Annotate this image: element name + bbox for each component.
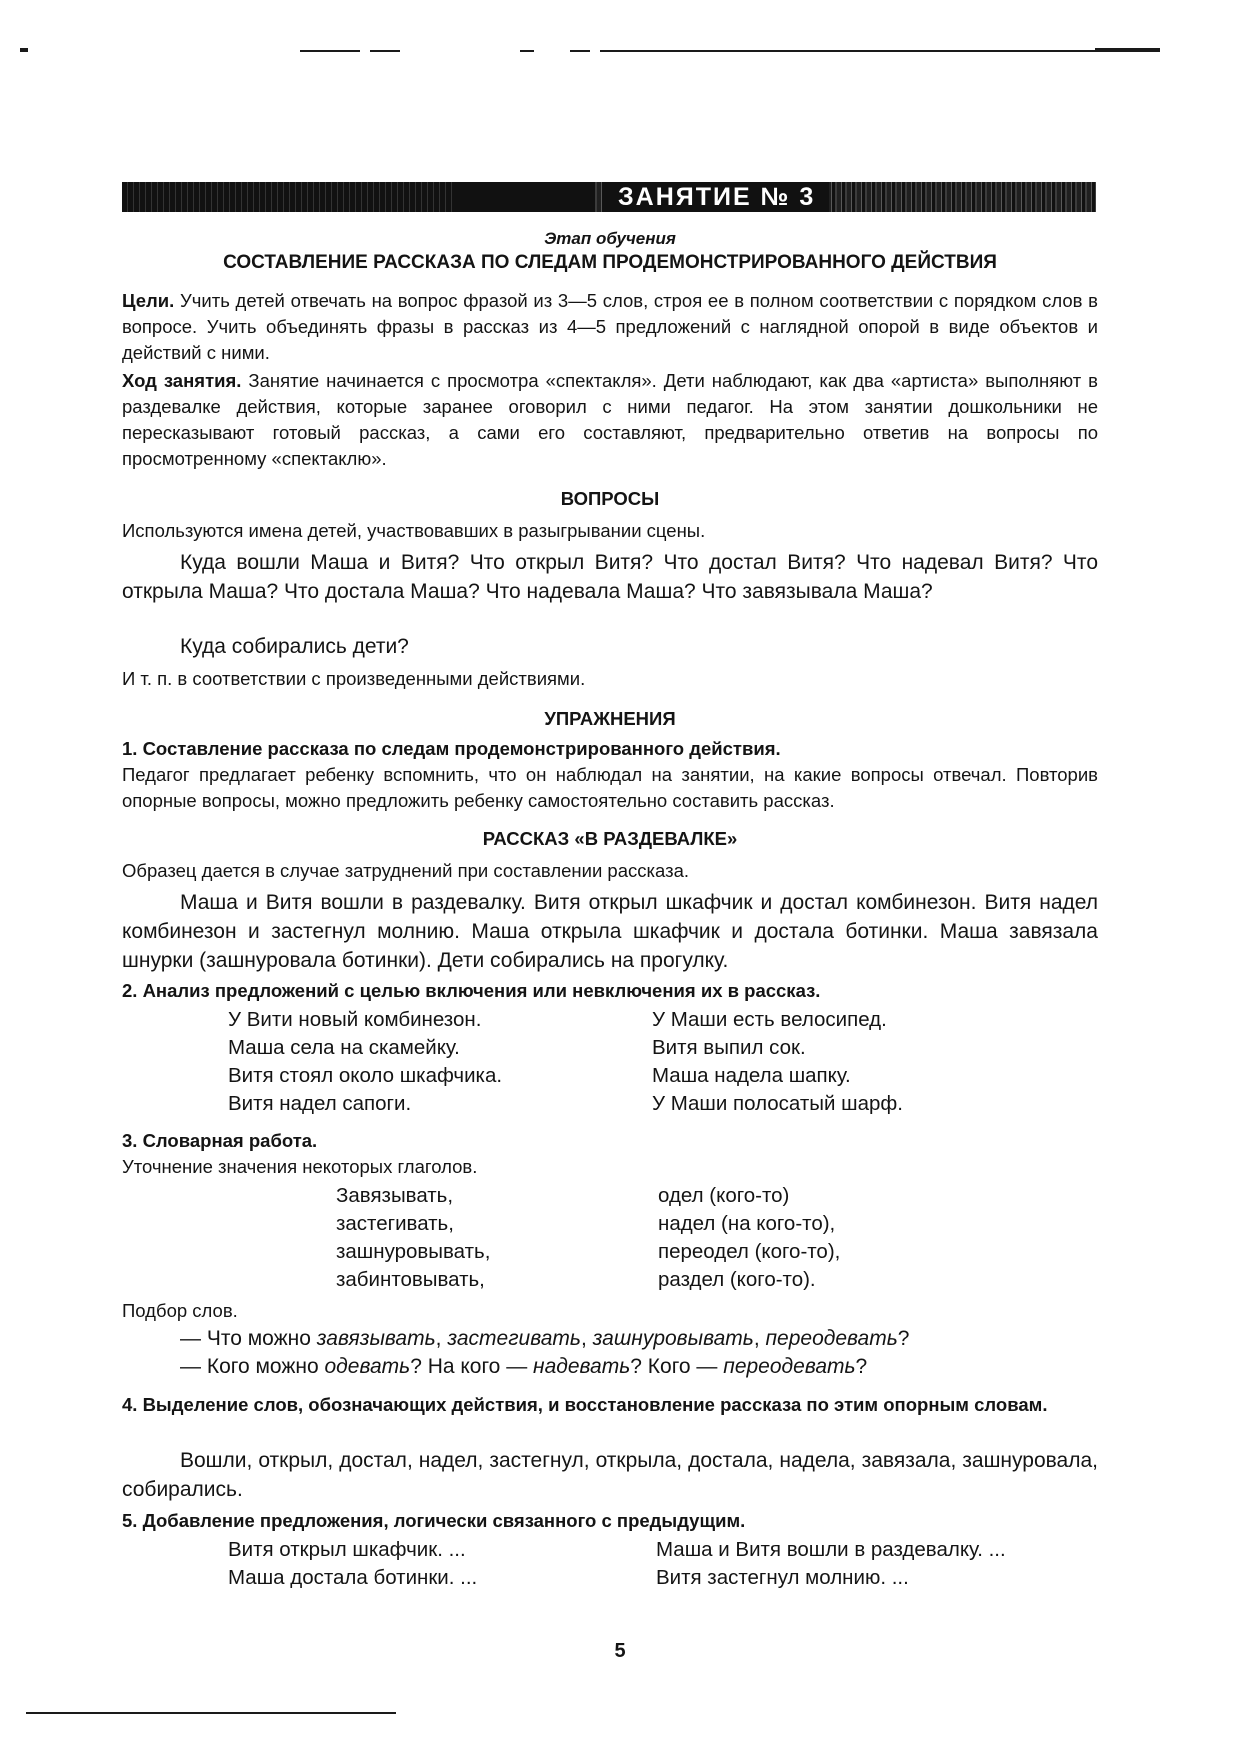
text-run: ? — [897, 1327, 910, 1350]
list-item: Витя надел сапоги. — [228, 1092, 412, 1115]
list-item: Витя открыл шкафчик. ... — [228, 1538, 466, 1561]
exercise-3-left-column — [336, 1182, 490, 1294]
course-paragraph — [122, 368, 1098, 472]
stage-label: Этап обучения — [544, 229, 676, 248]
list-item: Витя застегнул молнию. ... — [656, 1566, 909, 1589]
list-item: Маша надела шапку. — [652, 1064, 851, 1087]
list-item: Маша и Витя вошли в раздевалку. ... — [656, 1538, 1006, 1561]
scan-artifact-top — [1095, 48, 1160, 51]
text-run: ? На кого — — [410, 1355, 534, 1378]
list-item: раздел (кого-то). — [658, 1268, 816, 1291]
exercise-5-left-column — [228, 1536, 477, 1592]
goals-text: Учить детей отвечать на вопрос фразой из 3—5 слов, строя ее в полном соответствии с порядком слов в вопросе. Учить объединять фразы в рассказ из 4—5 предложений с наглядной опорой в виде объектов и действий с ними. — [122, 290, 1098, 363]
scan-artifact-top — [570, 50, 590, 52]
list-item: переодел (кого-то), — [658, 1240, 841, 1263]
exercise-3-title: 3. Словарная работа. — [122, 1130, 318, 1151]
text-run: одевать — [324, 1355, 411, 1378]
goals-label: Цели. — [122, 290, 175, 311]
exercise-4-title: 4. Выделение слов, обозначающих действия, и восстановление рассказа по этим опорным словам. — [122, 1394, 1048, 1415]
scan-artifact-top — [300, 50, 360, 52]
story-text: Маша и Витя вошли в раздевалку. Витя открыл шкафчик и достал комбинезон. Витя надел комбинезон и застегнул молнию. Маша открыла шкафчик и достала ботинки. Маша завязала шнурки (зашнуровала ботинки). Дети собирались на прогулку. — [122, 891, 1098, 972]
scan-artifact-top — [20, 48, 28, 52]
text-run: , — [435, 1327, 448, 1350]
text-run: ? Кого — — [630, 1355, 724, 1378]
page-number: 5 — [614, 1640, 626, 1662]
exercise-5-title: 5. Добавление предложения, логически связанного с предыдущим. — [122, 1510, 746, 1531]
list-item: Завязывать, — [336, 1184, 454, 1207]
story-intro: Образец дается в случае затруднений при составлении рассказа. — [122, 860, 689, 881]
exercise-3-intro: Уточнение значения некоторых глаголов. — [122, 1156, 478, 1177]
list-item: Маша достала ботинки. ... — [228, 1566, 478, 1589]
exercise-4-text: Вошли, открыл, достал, надел, застегнул, открыла, достала, надела, завязала, зашнуровала, собирались. — [122, 1449, 1098, 1501]
list-item: Маша села на скамейку. — [228, 1036, 460, 1059]
text-run: надевать — [533, 1355, 631, 1378]
list-item: застегивать, — [336, 1212, 454, 1235]
text-run: переодевать — [765, 1327, 898, 1350]
list-item: одел (кого-то) — [658, 1184, 790, 1207]
course-label: Ход занятия. — [122, 370, 242, 391]
questions-para2: Куда собирались дети? — [180, 635, 409, 658]
text-run: — Что можно — [180, 1327, 317, 1350]
exercises-heading: УПРАЖНЕНИЯ — [544, 708, 676, 729]
lesson-banner — [122, 182, 1096, 212]
exercise-5-right-column — [656, 1536, 1006, 1592]
text-run: переодевать — [723, 1355, 856, 1378]
list-item: зашнуровывать, — [336, 1240, 491, 1263]
exercise-1-text: Педагог предлагает ребенку вспомнить, что он наблюдал на занятии, на какие вопросы отвечал. Повторив опорные вопросы, можно предложить ребенку самостоятельно составить рассказ. — [122, 764, 1098, 811]
scan-artifact-top — [600, 50, 1160, 52]
list-item: Витя выпил сок. — [652, 1036, 806, 1059]
text-run: ? — [855, 1355, 868, 1378]
banner-title: ЗАНЯТИЕ № 3 — [604, 182, 829, 212]
text-run: зашнуровывать — [592, 1327, 754, 1350]
exercise-2-right-column — [652, 1006, 903, 1118]
text-run: — Кого можно — [180, 1355, 325, 1378]
scan-artifact-top — [370, 50, 400, 52]
lesson-title: СОСТАВЛЕНИЕ РАССКАЗА ПО СЛЕДАМ ПРОДЕМОНСТРИРОВАННОГО ДЕЙСТВИЯ — [223, 252, 997, 273]
list-item: забинтовывать, — [336, 1268, 485, 1291]
exercise-3-sub: Подбор слов. — [122, 1300, 238, 1321]
banner-texture — [122, 182, 452, 212]
goals-paragraph — [122, 288, 1098, 366]
exercise-3-right-column — [658, 1182, 840, 1294]
questions-intro: Используются имена детей, участвовавших в разыгрывании сцены. — [122, 520, 706, 541]
list-item: У Маши полосатый шарф. — [652, 1092, 903, 1115]
list-item: У Маши есть велосипед. — [652, 1008, 887, 1031]
exercise-3-question-1 — [122, 1324, 1098, 1353]
story-heading: РАССКАЗ «В РАЗДЕВАЛКЕ» — [482, 828, 738, 849]
questions-para1: Куда вошли Маша и Витя? Что открыл Витя? Что достал Витя? Что надевал Витя? Что открыла Маша? Что достала Маша? Что надевала Маша? Что завязывала Маша? — [122, 551, 1098, 603]
exercise-2-title: 2. Анализ предложений с целью включения или невключения их в рассказ. — [122, 980, 821, 1001]
questions-heading: ВОПРОСЫ — [560, 488, 660, 509]
exercise-3-question-2 — [122, 1352, 1098, 1381]
text-run: , — [753, 1327, 766, 1350]
text-run: , — [580, 1327, 593, 1350]
questions-outro: И т. п. в соответствии с произведенными действиями. — [122, 668, 586, 689]
list-item: У Вити новый комбинезон. — [228, 1008, 482, 1031]
scan-artifact-top — [520, 50, 534, 52]
list-item: надел (на кого-то), — [658, 1212, 836, 1235]
list-item: Витя стоял около шкафчика. — [228, 1064, 503, 1087]
course-text: Занятие начинается с просмотра «спектакля». Дети наблюдают, как два «артиста» выполняют в раздевалке действия, которые заранее оговорил с ними педагог. На этом занятии дошкольники не пересказывают готовый рассказ, а сами его составляют, предварительно ответив на вопросы по просмотренному «спектаклю». — [122, 370, 1098, 469]
text-run: завязывать — [316, 1327, 436, 1350]
exercise-2-left-column — [228, 1006, 502, 1118]
exercise-1-title: 1. Составление рассказа по следам продемонстрированного действия. — [122, 738, 781, 759]
text-run: застегивать — [447, 1327, 581, 1350]
scan-artifact-bottom — [26, 1712, 396, 1714]
